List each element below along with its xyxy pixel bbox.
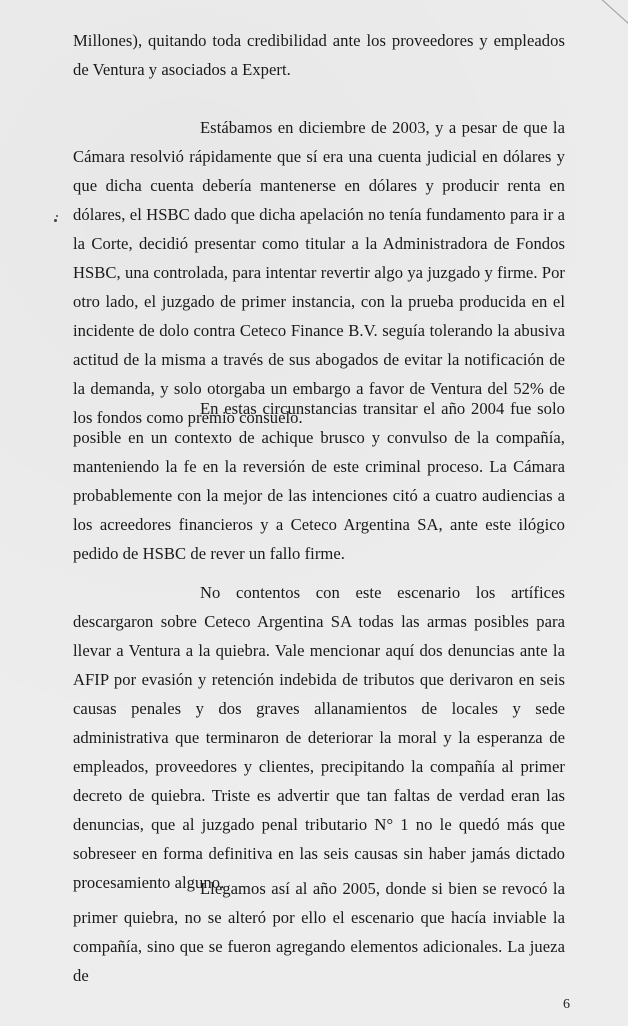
paragraph-continuation: Millones), quitando toda credibilidad ante los proveedores y empleados de Ventura y asociados a Expert. — [73, 31, 565, 79]
paragraph-afip-complaints: No contentos con este escenario los artífices descargaron sobre Ceteco Argentina SA todas las armas posibles para llevar a Ventura a la quiebra. Vale mencionar aquí dos denuncias ante la AFIP por evasión y retención indebida de tributos que derivaron en seis causas penales y dos graves allanamientos de locales y sede administrativa que terminaron de deteriorar la moral y la esperanza de empleados, proveedores y clientes, precipitando la compañía al primer decreto de quiebra. Triste es advertir que tan faltas de verdad eran las denuncias, que al juzgado penal tributario N° 1 no le quedó más que sobreseer en forma definitiva en las seis causas sin haber jamás dictado procesamiento alguno. — [73, 583, 565, 892]
page-corner-fold — [591, 0, 628, 38]
paragraph-year-2005: Llegamos así al año 2005, donde si bien se revocó la primer quiebra, no se alteró por ello el escenario que hacía inviable la compañía, sino que se fueron agregando elementos adicionales. La jueza de — [73, 879, 565, 985]
page-number: 6 — [563, 997, 570, 1012]
scan-speck — [54, 219, 57, 222]
paragraph-december-2003: Estábamos en diciembre de 2003, y a pesar de que la Cámara resolvió rápidamente que sí era una cuenta judicial en dólares y que dicha cuenta debería mantenerse en dólares y producir renta en dólares, el HSBC dado que dicha apelación no tenía fundamento para ir a la Corte, decidió presentar como titular a la Administradora de Fondos HSBC, una controlada, para intentar revertir algo ya juzgado y firme. Por otro lado, el juzgado de primer instancia, con la prueba producida en el incidente de dolo contra Ceteco Finance B.V. seguía tolerando la abusiva actitud de la misma a través de sus abogados de evitar la notificación de la demanda, y solo otorgaba un embargo a favor de Ventura del 52% de los fondos como premio consuelo. — [73, 118, 565, 427]
paragraph-year-2004: En estas circunstancias transitar el año 2004 fue solo posible en un contexto de achique brusco y convulso de la compañía, manteniendo la fe en la reversión de este criminal proceso. La Cámara probablemente con la mejor de las intenciones citó a cuatro audiencias a los acreedores financieros y a Ceteco Argentina SA, ante este ilógico pedido de HSBC de rever un fallo firme. — [73, 399, 565, 563]
scan-speck — [56, 215, 58, 217]
